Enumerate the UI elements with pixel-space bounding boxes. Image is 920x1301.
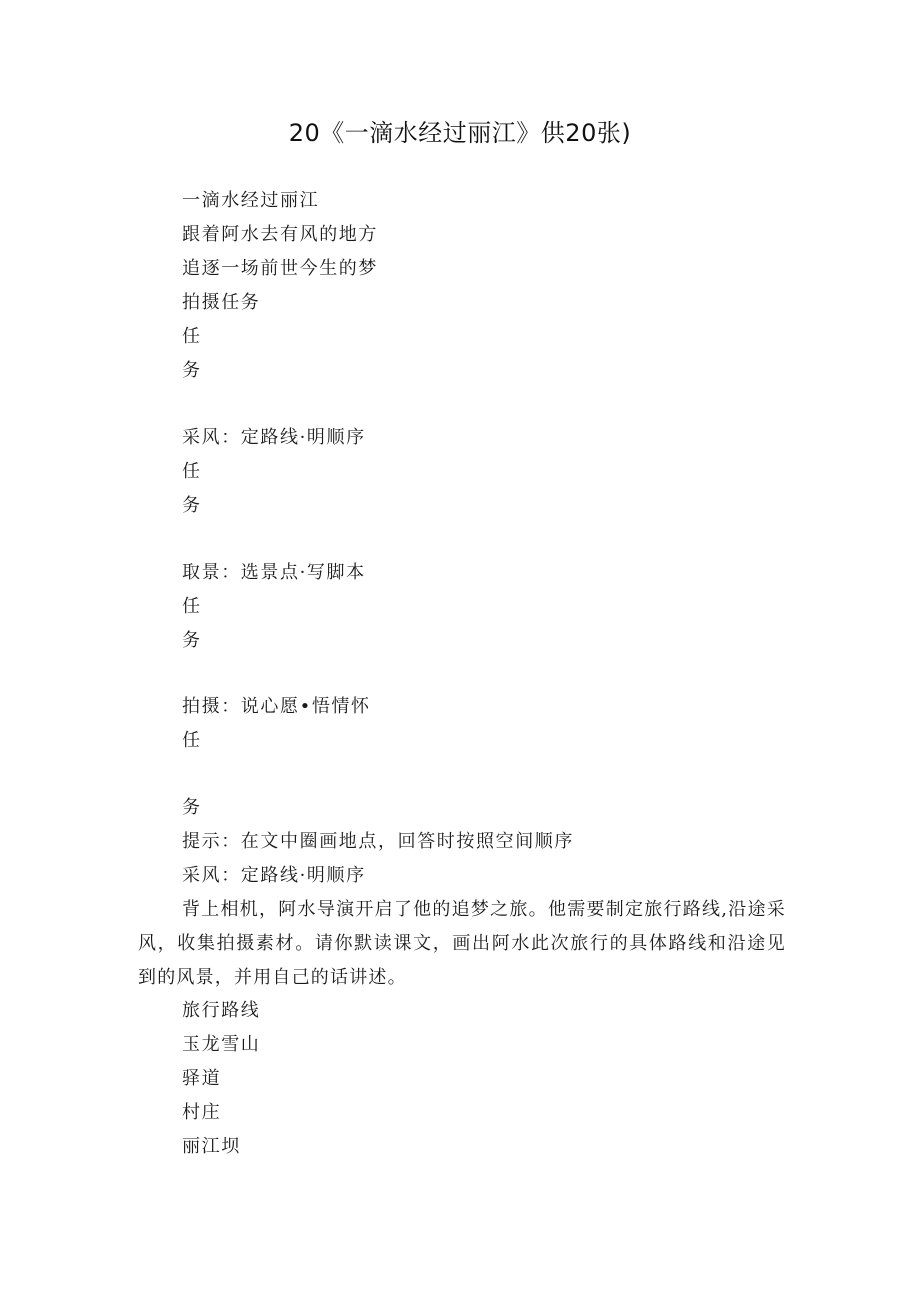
- text-line-task-char-7: 任: [182, 730, 202, 751]
- text-line-task-caifeng: 采风：定路线·明顺序: [182, 427, 366, 448]
- route-item-lijiang-basin: 丽江坝: [182, 1136, 241, 1157]
- route-item-yulong-snow-mountain: 玉龙雪山: [182, 1034, 261, 1055]
- route-item-post-road: 驿道: [182, 1068, 222, 1089]
- text-line-task-char-3: 任: [182, 461, 202, 482]
- text-line-task-char-2: 务: [182, 360, 202, 381]
- text-line-shooting-tasks: 拍摄任务: [182, 292, 261, 313]
- route-list-heading: 旅行路线: [182, 1000, 261, 1021]
- text-line-slogan-1: 跟着阿水去有风的地方: [182, 224, 378, 245]
- text-line-task-char-5: 任: [182, 596, 202, 617]
- text-line-lesson-title: 一滴水经过丽江: [182, 190, 320, 211]
- text-line-task-char-4: 务: [182, 495, 202, 516]
- text-line-hint: 提示：在文中圈画地点，回答时按照空间顺序: [182, 831, 574, 852]
- text-line-task-paishe: 拍摄：说心愿•悟情怀: [182, 696, 371, 717]
- instruction-paragraph: 背上相机，阿水导演开启了他的追梦之旅。他需要制定旅行路线,沿途采风，收集拍摄素材。请你默读课文，画出阿水此次旅行的具体路线和沿途见到的风景，并用自己的话讲述。: [138, 899, 786, 988]
- document-title: 20《一滴水经过丽江》供20张): [288, 119, 632, 147]
- text-line-task-char-6: 务: [182, 630, 202, 651]
- text-line-caifeng-heading: 采风：定路线·明顺序: [182, 865, 366, 886]
- text-line-task-qujing: 取景：选景点·写脚本: [182, 562, 366, 583]
- text-line-task-char-8: 务: [182, 797, 202, 818]
- text-line-task-char-1: 任: [182, 326, 202, 347]
- text-line-slogan-2: 追逐一场前世今生的梦: [182, 258, 378, 279]
- route-item-village: 村庄: [182, 1102, 222, 1123]
